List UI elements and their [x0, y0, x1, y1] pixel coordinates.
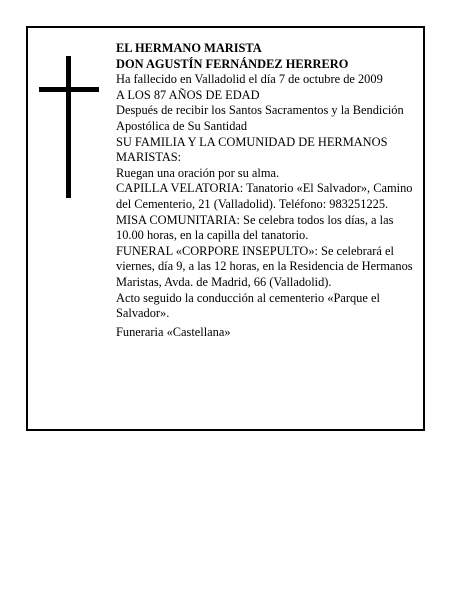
prayer-line: Ruegan una oración por su alma. [116, 165, 280, 180]
chapel-info: CAPILLA VELATORIA: Tanatorio «El Salvador», Camino del Cementerio, 21 (Valladolid). Teléfono: 983251225. [116, 181, 413, 211]
funeral-info: FUNERAL «CORPORE INSEPULTO»: Se celebrará el viernes, día 9, a las 12 horas, en la Residencia de Hermanos Maristas, Avda. de Madrid, 66 (Valladolid). [116, 243, 413, 289]
cross-horizontal-bar [39, 87, 99, 92]
notice-heading-name: DON AGUSTÍN FERNÁNDEZ HERRERO [116, 56, 349, 71]
obituary-notice [26, 26, 425, 431]
death-announcement: Ha fallecido en Valladolid el día 7 de octubre de 2009 [116, 72, 383, 87]
sacraments-line: Después de recibir los Santos Sacramentos y la Bendición Apostólica de Su Santidad [116, 103, 404, 133]
mass-info: MISA COMUNITARIA: Se celebra todos los días, a las 10.00 horas, en la capilla del tanatorio. [116, 212, 394, 243]
family-line: SU FAMILIA Y LA COMUNIDAD DE HERMANOS MARISTAS: [116, 134, 388, 165]
funeral-home: Funeraria «Castellana» [116, 324, 231, 339]
latin-cross-icon [39, 56, 99, 198]
age-line: A LOS 87 AÑOS DE EDAD [116, 87, 260, 102]
burial-info: Acto seguido la conducción al cementerio «Parque el Salvador». [116, 290, 380, 321]
cross-vertical-bar [66, 56, 71, 198]
notice-text [116, 41, 420, 340]
notice-heading-title: EL HERMANO MARISTA [116, 41, 262, 55]
